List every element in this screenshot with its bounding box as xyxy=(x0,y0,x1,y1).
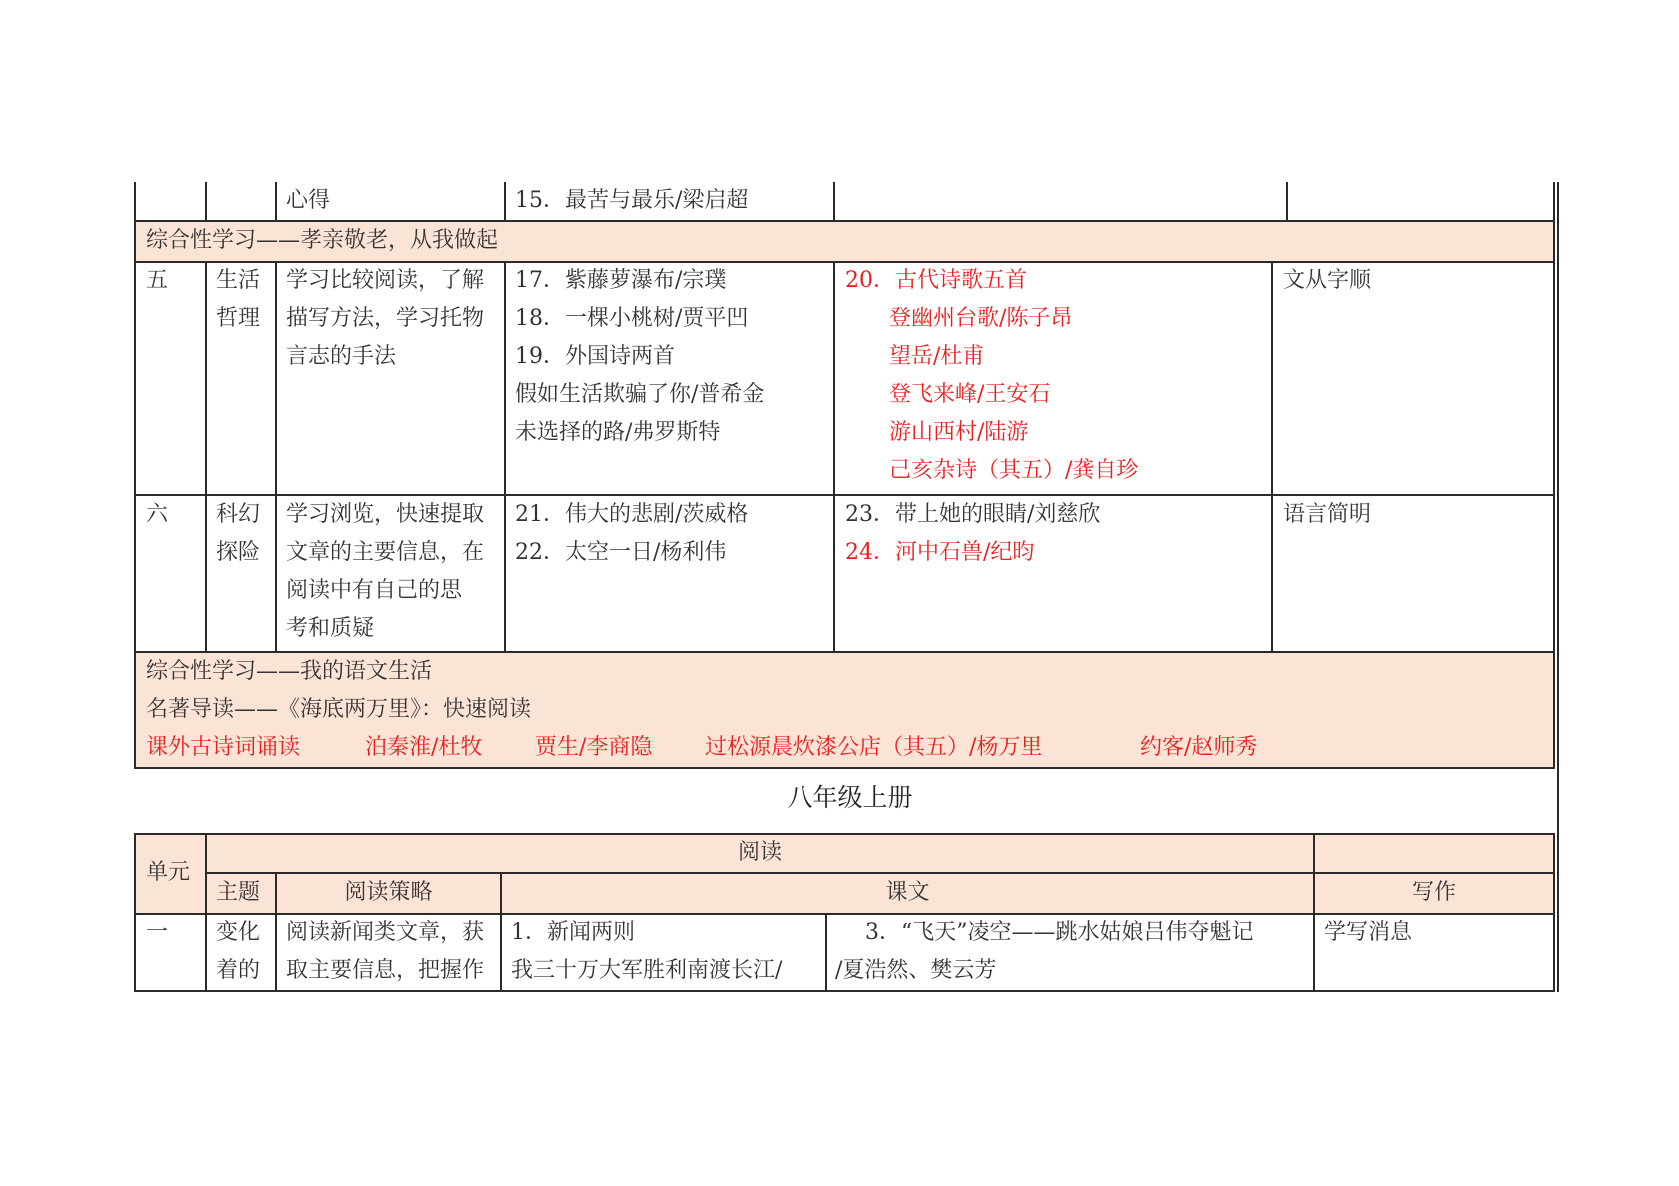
writing-cell: 学写消息 xyxy=(1324,920,1413,945)
activity-text: 综合性学习——孝亲敬老，从我做起 xyxy=(146,228,499,253)
unit-number: 一 xyxy=(146,920,169,945)
extracurricular-poem: 过松源晨炊漆公店（其五）/杨万里 xyxy=(705,735,1043,760)
writing-cell: 语言简明 xyxy=(1283,502,1372,527)
activity-text: 综合性学习——我的语文生活 xyxy=(146,659,433,684)
strategy-cell: 心得 xyxy=(286,188,331,213)
section-title: 八年级上册 xyxy=(787,783,913,812)
unit-number: 六 xyxy=(146,502,169,527)
unit-theme: 科幻 探险 xyxy=(216,502,261,565)
extracurricular-poem: 泊秦淮/杜牧 xyxy=(365,735,483,760)
unit-theme: 变化 着的 xyxy=(216,920,261,983)
reading-guide-text: 名著导读——《海底两万里》：快速阅读 xyxy=(146,697,532,722)
lesson-list: 21．伟大的悲剧/茨威格 22．太空一日/杨利伟 xyxy=(515,502,749,565)
lesson-list: 1．新闻两则 我三十万大军胜利南渡长江/ xyxy=(511,920,783,983)
reading-strategy: 阅读新闻类文章，获 取主要信息，把握作 xyxy=(286,920,485,983)
lesson-list: 3．“飞天”凌空——跳水姑娘吕伟夺魁记 /夏浩然、樊云芳 xyxy=(835,920,1254,983)
writing-cell: 文从字顺 xyxy=(1283,268,1372,293)
header-writing: 写作 xyxy=(1411,880,1456,905)
extracurricular-poem: 课外古诗词诵读 xyxy=(146,735,301,760)
header-unit: 单元 xyxy=(146,860,191,885)
reading-strategy: 学习比较阅读，了解 描写方法，学习托物 言志的手法 xyxy=(286,268,485,369)
header-strategy: 阅读策略 xyxy=(344,880,433,905)
extracurricular-poem: 约客/赵师秀 xyxy=(1140,735,1258,760)
header-theme: 主题 xyxy=(216,880,261,905)
reading-strategy: 学习浏览，快速提取 文章的主要信息，在 阅读中有自己的思 考和质疑 xyxy=(286,502,485,641)
extracurricular-poem: 贾生/李商隐 xyxy=(535,735,653,760)
lesson-list: 17．紫藤萝瀑布/宗璞 18．一棵小桃树/贾平凹 19．外国诗两首 假如生活欺骗了你/普希金 未选择的路/弗罗斯特 xyxy=(515,268,765,445)
unit-number: 五 xyxy=(146,268,169,293)
extra-lesson-list: 23．带上她的眼睛/刘慈欣 24．河中石兽/纪昀 xyxy=(845,502,1101,565)
lesson-cell: 15．最苦与最乐/梁启超 xyxy=(515,188,749,213)
header-lessons: 课文 xyxy=(885,880,930,905)
unit-theme: 生活 哲理 xyxy=(216,268,261,331)
header-reading: 阅读 xyxy=(737,840,782,865)
extra-lesson-list: 20．古代诗歌五首 登幽州台歌/陈子昂 望岳/杜甫 登飞来峰/王安石 游山西村/陆游 己亥杂诗（其五）/龚自珍 xyxy=(845,268,1139,483)
